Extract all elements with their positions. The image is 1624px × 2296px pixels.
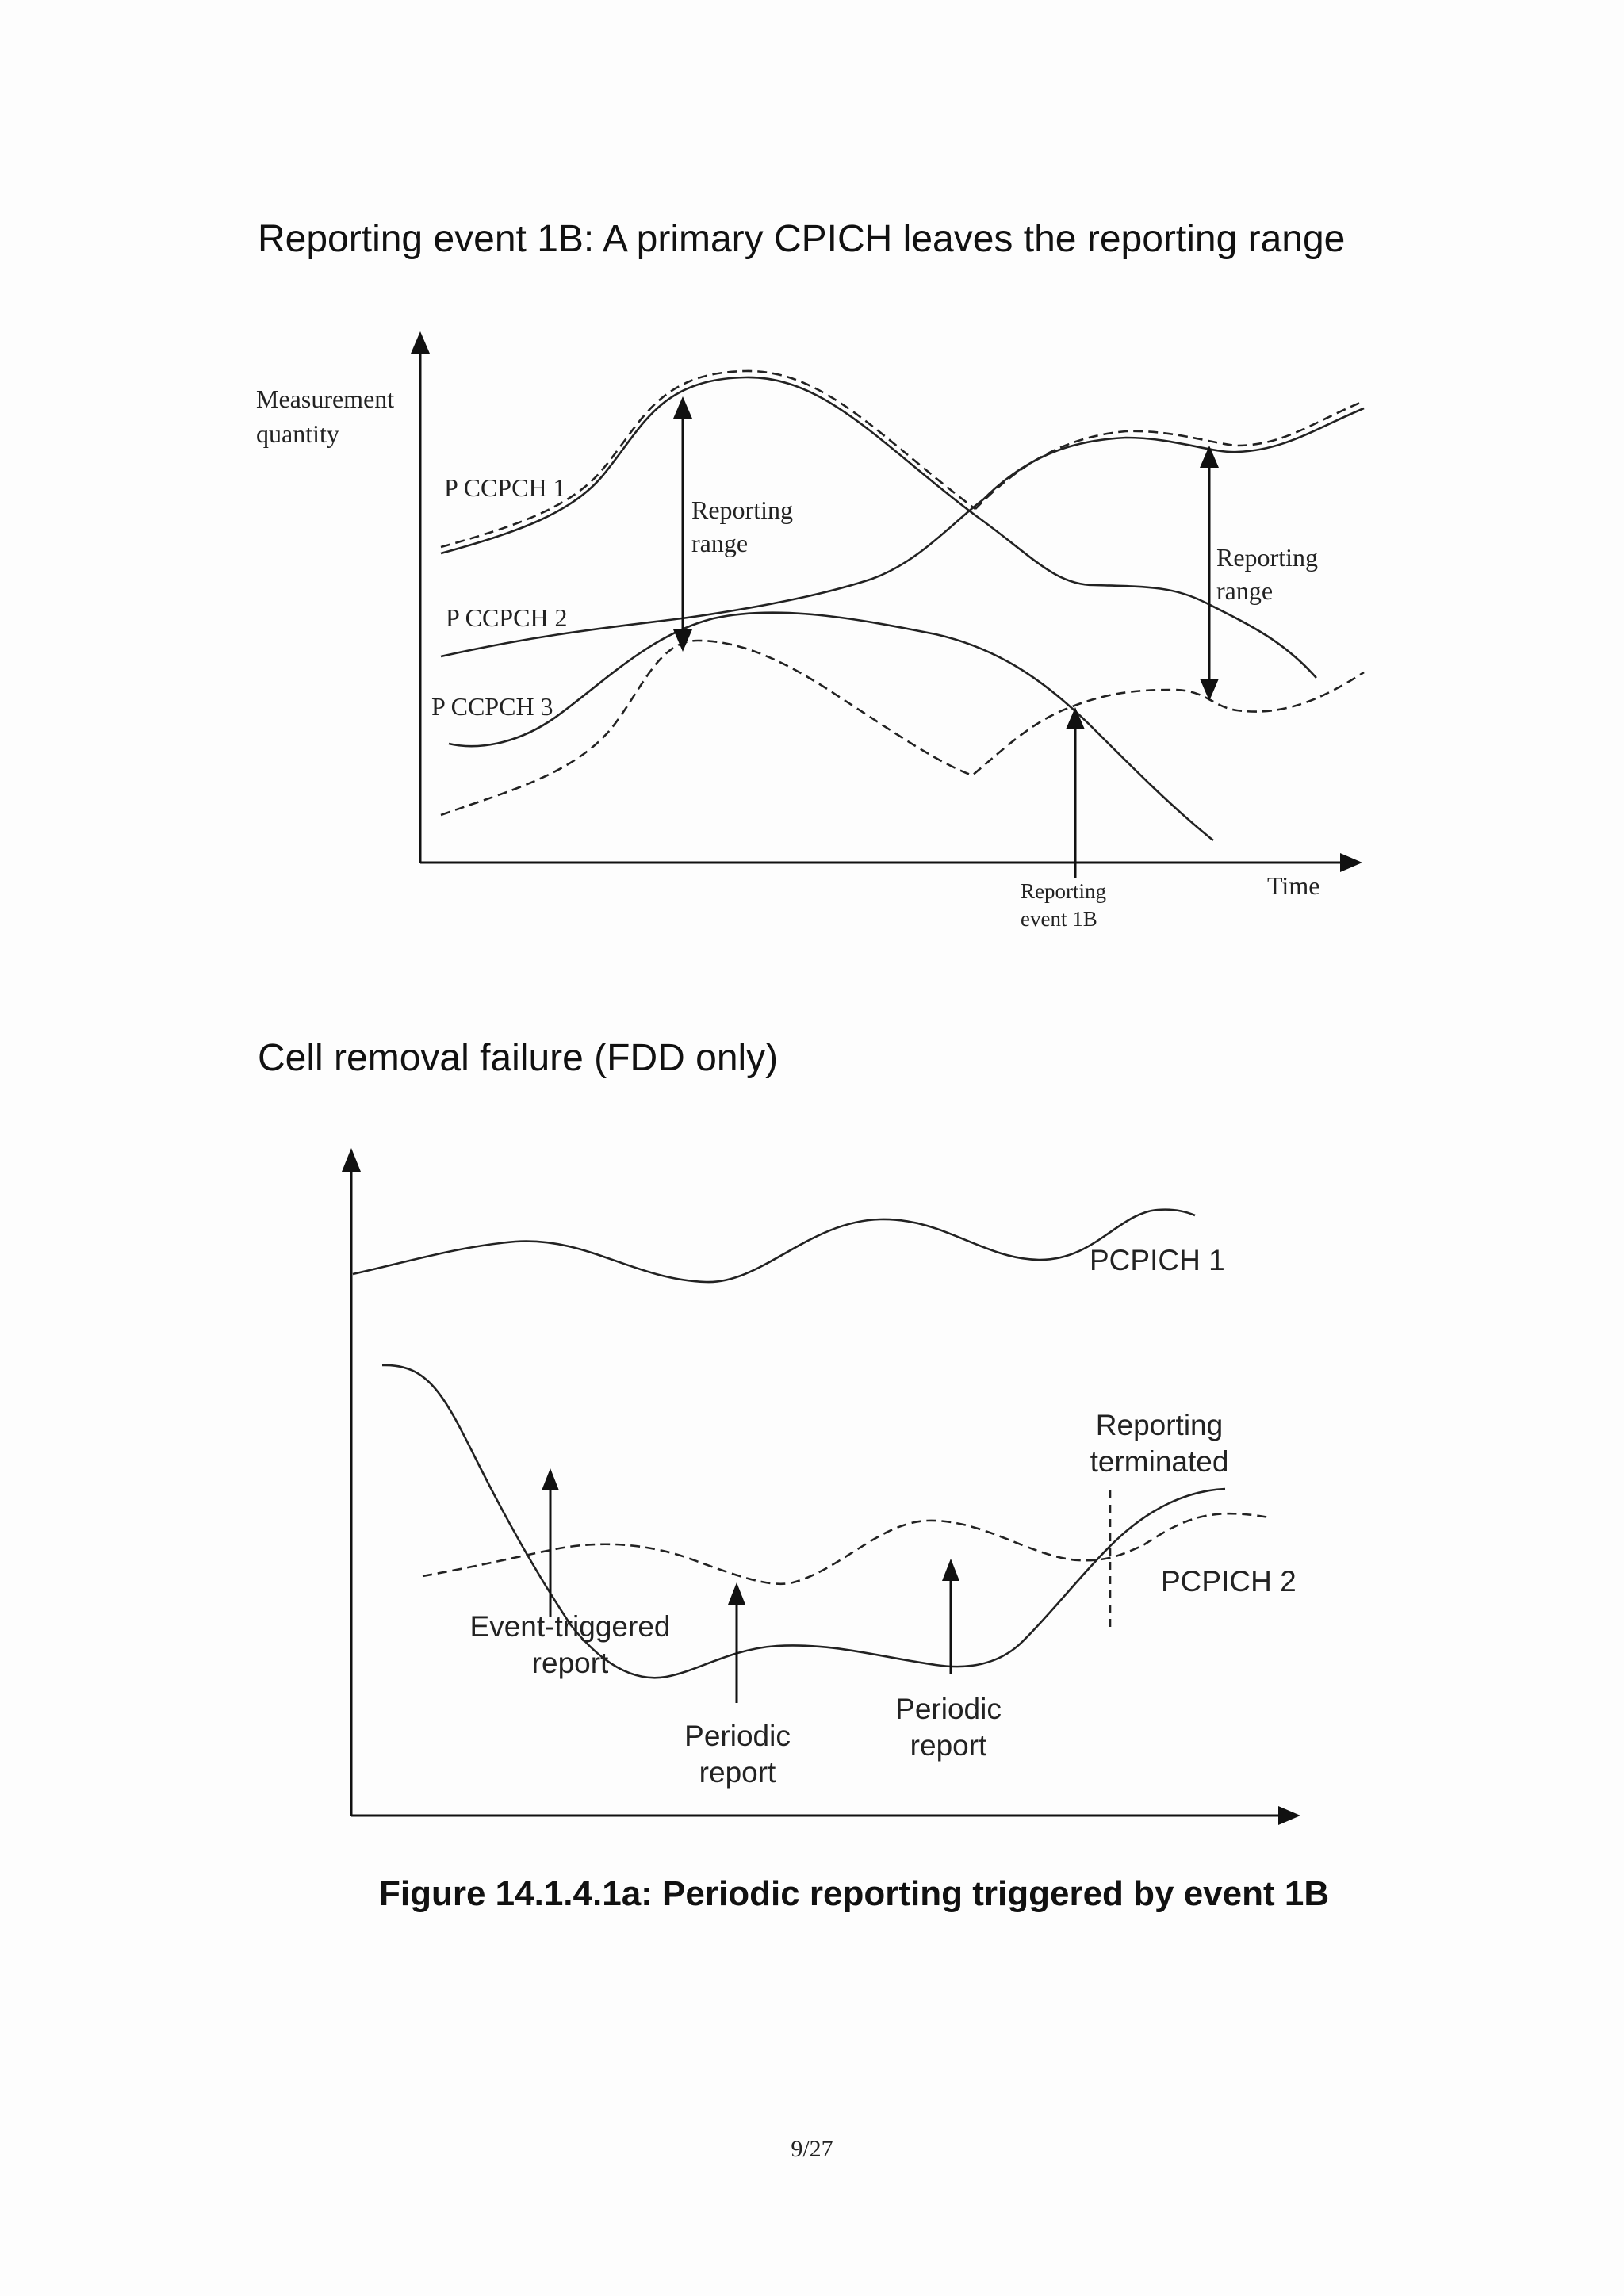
range-left-line2: range xyxy=(691,529,749,557)
y-label-line1: Measurement xyxy=(256,385,395,413)
figure1-title: Reporting event 1B: A primary CPICH leaves the reporting range xyxy=(258,218,1346,260)
label-pccpch1: P CCPCH 1 xyxy=(444,473,566,502)
periodic-report-arrow-1-head xyxy=(728,1582,745,1605)
curve-pcpich1 xyxy=(353,1210,1195,1282)
curve-pccpch2 xyxy=(441,408,1364,656)
event-label-line2: event 1B xyxy=(1021,907,1097,931)
figure2-y-axis-arrow xyxy=(342,1148,361,1172)
x-label-time: Time xyxy=(1267,871,1320,900)
y-label-line2: quantity xyxy=(256,419,339,448)
label-pccpch2: P CCPCH 2 xyxy=(446,603,568,632)
page-number: 9/27 xyxy=(791,2136,833,2162)
label-pccpch3: P CCPCH 3 xyxy=(431,692,553,721)
periodic2-label-line1: Periodic xyxy=(895,1693,1002,1725)
figure1-x-axis-arrow xyxy=(1340,853,1362,872)
range-left-line1: Reporting xyxy=(691,496,793,524)
label-pcpich1: PCPICH 1 xyxy=(1090,1244,1225,1276)
range-right-line1: Reporting xyxy=(1216,543,1318,572)
event-triggered-arrow-head xyxy=(542,1468,559,1490)
figure2-diagram xyxy=(0,1126,1624,1839)
curve-dashed-lower xyxy=(441,641,1364,815)
figure2-title: Cell removal failure (FDD only) xyxy=(258,1037,779,1079)
periodic2-label-line2: report xyxy=(910,1729,987,1762)
range-arrow-right-up xyxy=(1200,446,1219,468)
range-arrow-left-up xyxy=(673,396,692,419)
range-arrow-right-down xyxy=(1200,679,1219,701)
figure2-x-axis-arrow xyxy=(1278,1806,1300,1825)
event-label-line1: Reporting xyxy=(1021,879,1106,903)
curve-pccpch3 xyxy=(449,613,1213,840)
periodic-report-arrow-2-head xyxy=(942,1559,959,1581)
terminated-label-line1: Reporting xyxy=(1095,1409,1224,1441)
figure-caption: Figure 14.1.4.1a: Periodic reporting triggered by event 1B xyxy=(379,1874,1330,1913)
periodic1-label-line1: Periodic xyxy=(684,1720,791,1752)
event-triggered-label-line1: Event-triggered xyxy=(469,1610,671,1643)
periodic1-label-line2: report xyxy=(699,1756,776,1789)
event-triggered-label-line2: report xyxy=(531,1647,609,1679)
curve-pccpch2-dashed xyxy=(975,401,1364,509)
range-arrow-left-down xyxy=(673,629,692,652)
figure1-diagram xyxy=(0,317,1624,951)
figure1-y-axis-arrow xyxy=(411,331,430,354)
label-pcpich2: PCPICH 2 xyxy=(1161,1565,1297,1598)
terminated-label-line2: terminated xyxy=(1090,1445,1229,1478)
range-right-line2: range xyxy=(1216,576,1274,605)
